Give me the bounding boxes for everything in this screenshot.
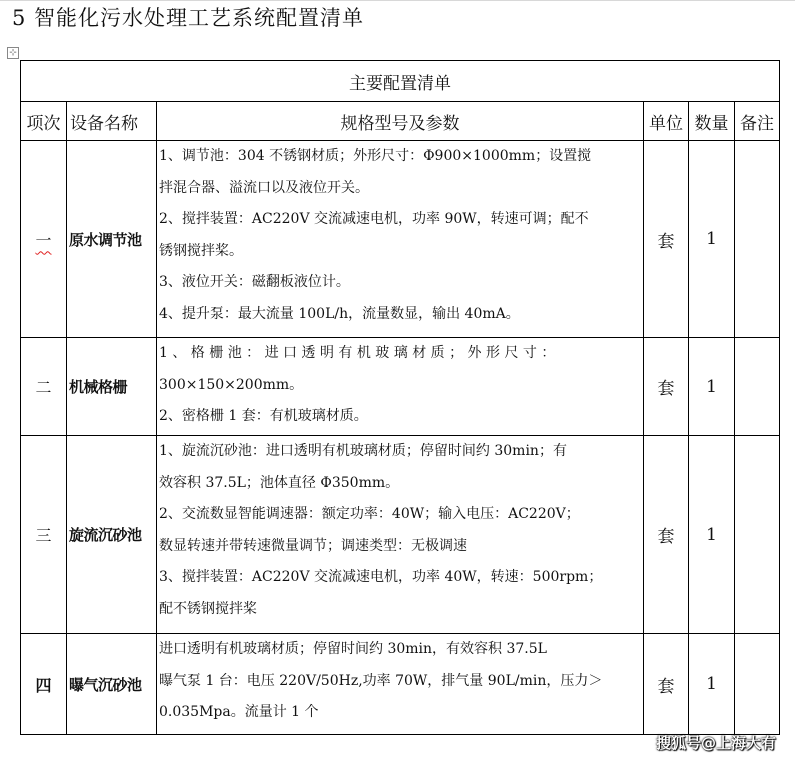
header-index: 项次 xyxy=(21,102,67,141)
row-name: 原水调节池 xyxy=(67,141,157,338)
watermark: 搜狐号@上海大有 xyxy=(656,734,777,752)
table-move-handle-icon[interactable]: ⊹ xyxy=(7,47,19,59)
page-top-edge xyxy=(0,0,795,1)
row-qty: 1 xyxy=(689,634,735,735)
config-table xyxy=(20,60,780,735)
spec-line: 2、密格栅 1 套：有机玻璃材质。 xyxy=(159,408,368,424)
spec-line: 3、搅拌装置：AC220V 交流减速电机，功率 40W，转速：500rpm； xyxy=(159,569,603,585)
spec-line: 0.035Mpa。流量计 1 个 xyxy=(159,704,319,720)
row-index: 三 xyxy=(21,436,67,634)
header-name: 设备名称 xyxy=(67,102,157,141)
spec-line: 进口透明有机玻璃材质；停留时间约 30min，有效容积 37.5L xyxy=(159,641,547,657)
table-header-row xyxy=(21,102,780,141)
row-spec xyxy=(157,141,644,338)
spec-line: 1、旋流沉砂池：进口透明有机玻璃材质；停留时间约 30min；有 xyxy=(159,443,567,459)
spec-line: 配不锈钢搅拌桨 xyxy=(159,600,257,617)
row-index: 二 xyxy=(21,338,67,436)
spec-line: 2、搅拌装置：AC220V 交流减速电机，功率 90W，转速可调；配不 xyxy=(159,211,589,227)
row-index: 四 xyxy=(21,634,67,735)
header-spec: 规格型号及参数 xyxy=(157,102,644,141)
row-name: 机械格栅 xyxy=(67,338,157,436)
row-unit: 套 xyxy=(644,338,689,436)
section-heading: 5 智能化污水处理工艺系统配置清单 xyxy=(12,6,365,30)
row-name: 曝气沉砂池 xyxy=(67,634,157,735)
header-unit: 单位 xyxy=(644,102,689,141)
spec-line: 数显转速并带转速微量调节；调速类型：无极调速 xyxy=(159,537,467,554)
header-note: 备注 xyxy=(735,102,780,141)
spellcheck-underline: 一 xyxy=(35,230,52,250)
spec-line: 3、液位开关：磁翻板液位计。 xyxy=(159,274,350,290)
table-row xyxy=(21,634,780,735)
spec-line: 2、交流数显智能调速器：额定功率：40W；输入电压：AC220V； xyxy=(159,506,580,522)
table-row xyxy=(21,141,780,338)
row-note xyxy=(735,338,780,436)
table-title: 主要配置清单 xyxy=(21,61,780,102)
row-unit: 套 xyxy=(644,141,689,338)
row-spec xyxy=(157,436,644,634)
row-name: 旋流沉砂池 xyxy=(67,436,157,634)
spec-line: 1 、 格 栅 池 ： 进 口 透 明 有 机 玻 璃 材 质 ； 外 形 尺 寸 ： xyxy=(159,345,556,361)
spec-line: 锈钢搅拌桨。 xyxy=(159,242,243,259)
spec-line: 4、提升泵：最大流量 100L/h，流量数显，输出 40mA。 xyxy=(159,305,520,322)
spec-line: 1、调节池：304 不锈钢材质；外形尺寸：Φ900×1000mm；设置搅 xyxy=(159,148,592,164)
row-note xyxy=(735,436,780,634)
spec-line: 300×150×200mm。 xyxy=(159,376,304,393)
row-note xyxy=(735,634,780,735)
spec-line: 效容积 37.5L；池体直径 Φ350mm。 xyxy=(159,474,400,491)
table-row xyxy=(21,338,780,436)
row-index xyxy=(21,141,67,338)
header-qty: 数量 xyxy=(689,102,735,141)
row-spec xyxy=(157,634,644,735)
spec-line: 曝气泵 1 台：电压 220V/50Hz,功率 70W，排气量 90L/min，压力＞ xyxy=(159,672,603,689)
row-unit: 套 xyxy=(644,436,689,634)
row-unit: 套 xyxy=(644,634,689,735)
row-qty: 1 xyxy=(689,338,735,436)
table-row xyxy=(21,436,780,634)
row-note xyxy=(735,141,780,338)
row-spec xyxy=(157,338,644,436)
spec-line: 拌混合器、溢流口以及液位开关。 xyxy=(159,179,369,196)
row-qty: 1 xyxy=(689,436,735,634)
row-qty: 1 xyxy=(689,141,735,338)
